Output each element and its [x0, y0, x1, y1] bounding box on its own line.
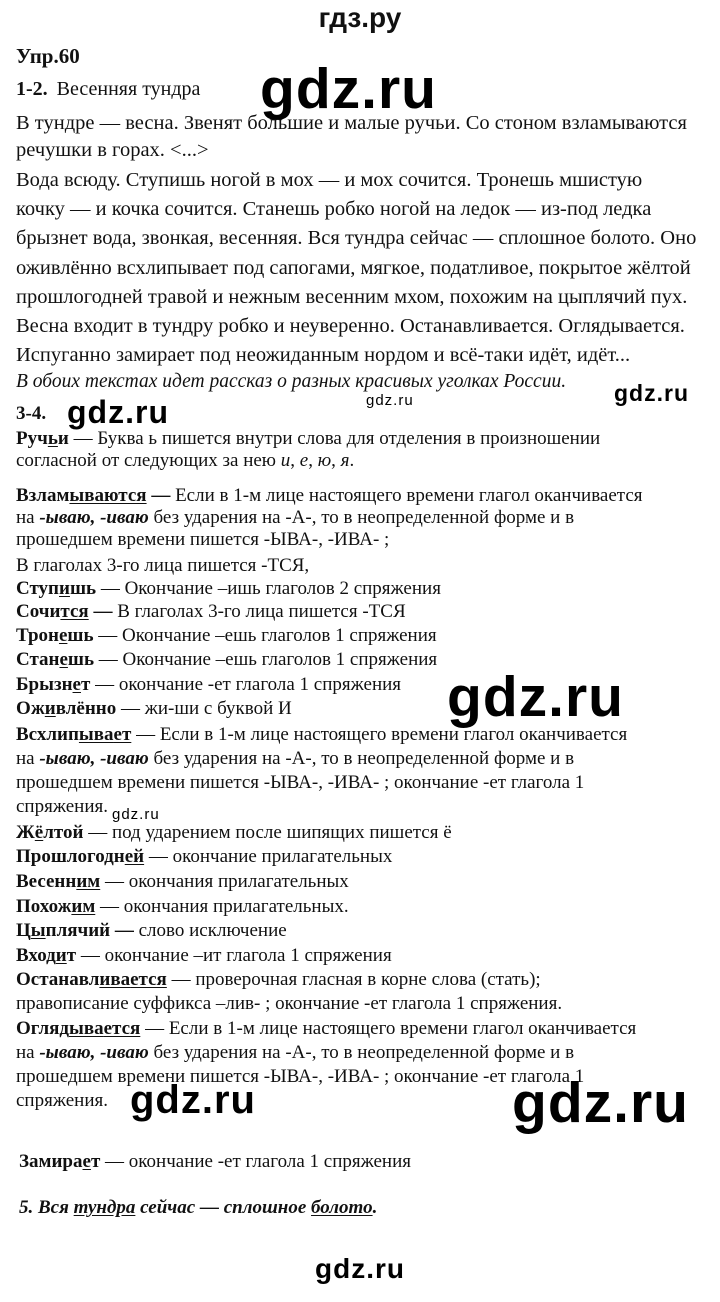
entry-line: В глаголах 3-го лица пишется -ТСЯ, [16, 555, 310, 576]
entry-line: спряжения. [16, 796, 108, 817]
text-line: Испуганно замирает под неожиданным нордом и всё-таки идёт, идёт... [16, 344, 631, 366]
part12-label: 1-2. [16, 78, 48, 100]
part12-heading [16, 78, 200, 101]
entry-line: на -ываю, -иваю без ударения на -А-, то в неопределенной форме и в [16, 748, 575, 769]
watermark-logo: gdz.ru [447, 665, 624, 729]
entry-tsyplyachii: Цыплячий — слово исключение [16, 920, 287, 941]
watermark-logo: gdz.ru [112, 806, 160, 823]
conclusion: В обоих текстах идет рассказ о разных красивых уголках России. [16, 371, 567, 392]
entry-line: прошедшем времени пишется -ЫВА-, -ИВА- ; [16, 529, 390, 550]
entry-line: на -ываю, -иваю без ударения на -А-, то в неопределенной форме и в [16, 507, 575, 528]
entry-tronesh: Тронешь — Окончание –ешь глаголов 1 спряжения [16, 625, 437, 646]
text-line: В тундре — весна. Звенят большие и малые ручьи. Со стоном взламываются [16, 112, 687, 134]
watermark-logo: gdz.ru [512, 1071, 689, 1135]
entry-line: правописание суффикса –лив- ; окончание -ет глагола 1 спряжения. [16, 993, 563, 1014]
watermark-logo: gdz.ru [614, 380, 689, 406]
entry-vesennim: Весенним — окончания прилагательных [16, 871, 349, 892]
site-header: гдз.ру [318, 2, 402, 33]
part5-sentence: 5. Вся тундра сейчас — сплошное болото. [19, 1197, 378, 1218]
text-line: Весна входит в тундру робко и неуверенно. Останавливается. Оглядывается. [16, 315, 685, 337]
entry-vskhlipyvaet: Всхлипывает — Если в 1-м лице настоящего времени глагол оканчивается [16, 724, 628, 745]
entry-bryznet: Брызнет — окончание -ет глагола 1 спряжения [16, 674, 402, 695]
watermark-logo: gdz.ru [260, 57, 437, 121]
entry-vzlamyvayutsya: Взламываются — Если в 1-м лице настоящего времени глагол оканчивается [16, 485, 643, 506]
text-line: кочку — и кочка сочится. Станешь робко ногой на ледок — из-под ледка [16, 198, 652, 220]
entry-proshlogodnei: Прошлогодней — окончание прилагательных [16, 846, 393, 867]
entry-line: согласной от следующих за нею и, е, ю, я. [16, 450, 355, 471]
entry-ruchyi: Ручьи — Буква ь пишется внутри слова для отделения в произношении [16, 428, 601, 449]
entry-line: прошедшем времени пишется -ЫВА-, -ИВА- ; окончание -ет глагола 1 [16, 1066, 585, 1087]
entry-line: прошедшем времени пишется -ЫВА-, -ИВА- ; окончание -ет глагола 1 [16, 772, 585, 793]
entry-oglyadyvaetsya: Оглядывается — Если в 1-м лице настоящего времени глагол оканчивается [16, 1018, 637, 1039]
entry-stanesh: Станешь — Окончание –ешь глаголов 1 спряжения [16, 649, 438, 670]
text-line: оживлённо всхлипывает под сапогами, мягкое, податливое, покрытое жёлтой [16, 257, 691, 279]
watermark-footer: gdz.ru [315, 1253, 405, 1284]
text-line: речушки в горах. <...> [16, 139, 209, 161]
watermark-logo: gdz.ru [366, 392, 414, 409]
entry-ozhivlenno: Оживлённо — жи-ши с буквой И [16, 698, 292, 719]
entry-ostanavlivaetsya: Останавливается — проверочная гласная в корне слова (стать); [16, 969, 541, 990]
entry-line: спряжения. [16, 1090, 108, 1111]
part12-title: Весенняя тундра [56, 78, 201, 100]
entry-line: на -ываю, -иваю без ударения на -А-, то в неопределенной форме и в [16, 1042, 575, 1063]
entry-zheltoi: Жёлтой — под ударением после шипящих пишется ё [16, 822, 452, 843]
entry-zamiraet: Замирает — окончание -ет глагола 1 спряжения [19, 1151, 411, 1172]
watermark-logo: gdz.ru [67, 394, 169, 430]
text-line: прошлогодней травой и нежным весенним мхом, похожим на цыплячий пух. [16, 286, 688, 308]
text-line: брызнет вода, звонкая, весенняя. Вся тундра сейчас — сплошное болото. Оно [16, 227, 697, 249]
text-line: Вода всюду. Ступишь ногой в мох — и мох сочится. Тронешь мшистую [16, 169, 643, 191]
part34-label: 3-4. [16, 403, 47, 424]
entry-vkhodit: Входит — окончание –ит глагола 1 спряжения [16, 945, 392, 966]
watermark-logo: gdz.ru [130, 1078, 256, 1122]
entry-pokhozhim: Похожим — окончания прилагательных. [16, 896, 349, 917]
entry-stupish: Ступишь — Окончание –ишь глаголов 2 спряжения [16, 578, 441, 599]
entry-sochitsya: Сочится — В глаголах 3-го лица пишется -ТСЯ [16, 601, 406, 622]
exercise-title: Упр.60 [16, 44, 80, 68]
